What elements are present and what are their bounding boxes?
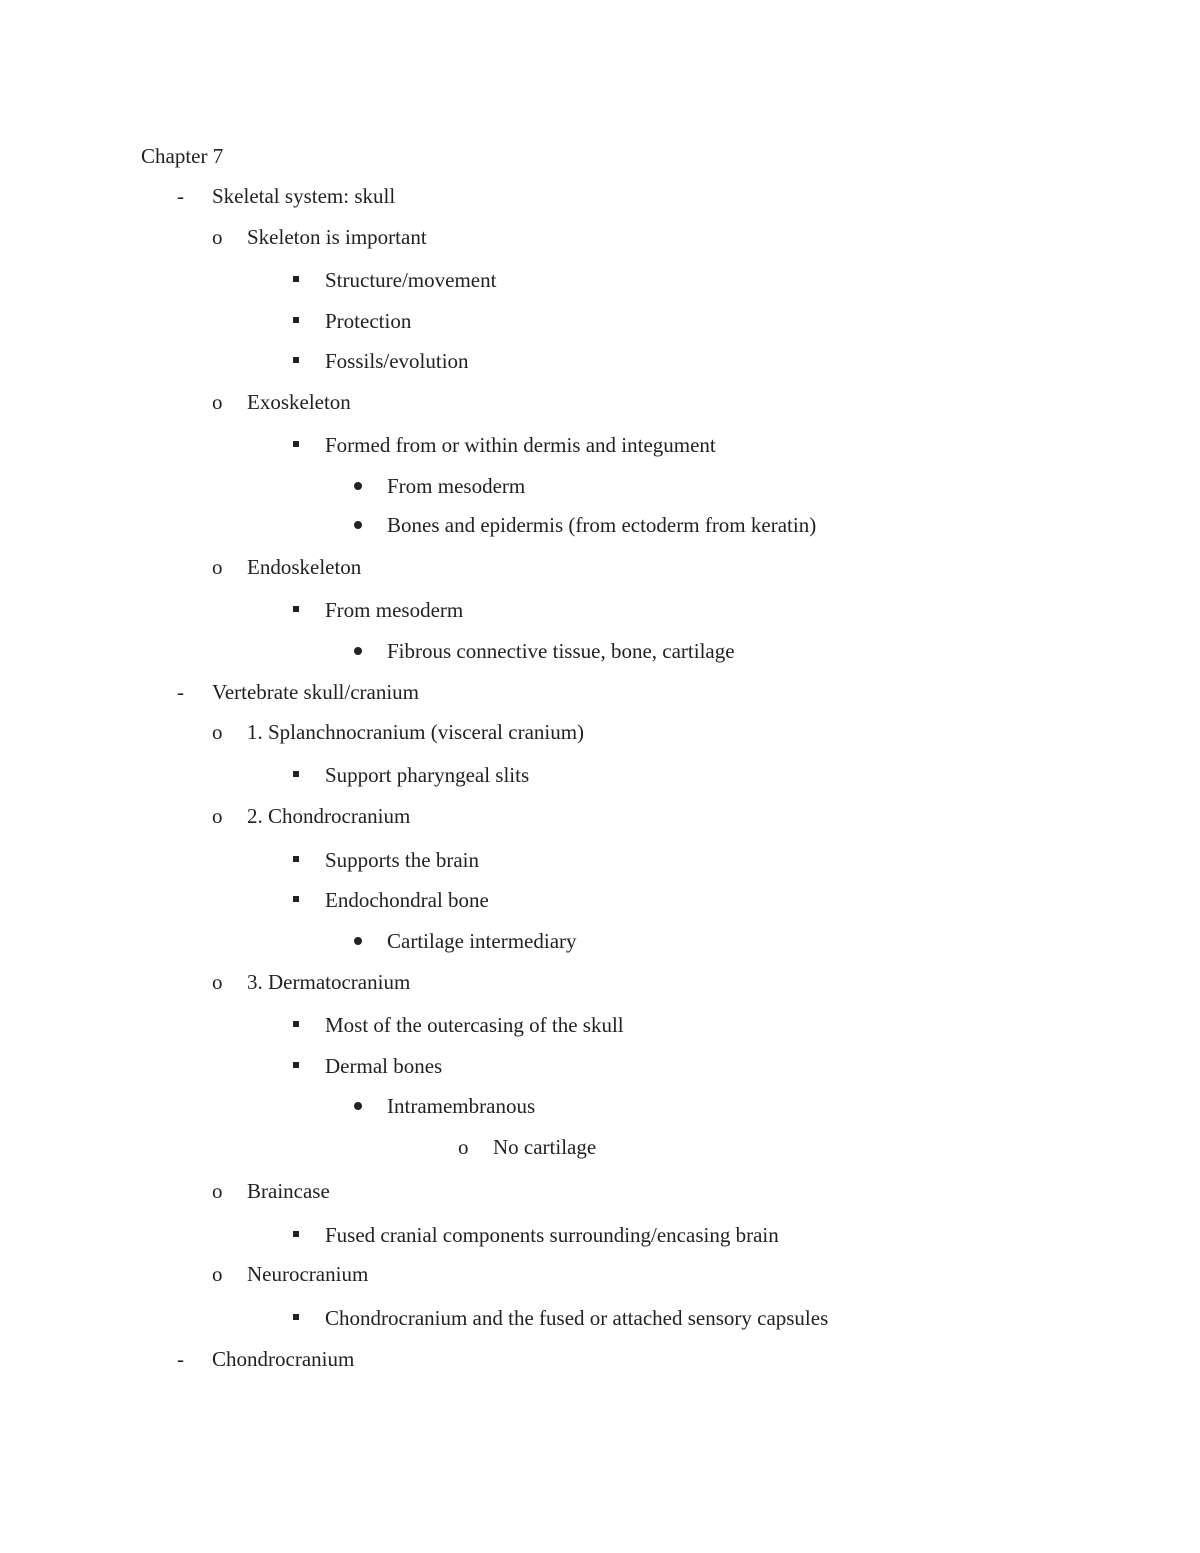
round-bullet-icon <box>354 482 362 490</box>
list-item: Structure/movement <box>325 268 497 292</box>
list-item: Most of the outercasing of the skull <box>325 1013 624 1037</box>
list-item: Fossils/evolution <box>325 349 469 373</box>
list-item: Exoskeleton <box>247 390 351 414</box>
circle-bullet: o <box>212 225 223 249</box>
square-bullet-icon <box>293 276 299 282</box>
square-bullet-icon <box>293 1231 299 1237</box>
list-item: Fibrous connective tissue, bone, cartilage <box>387 639 735 663</box>
circle-bullet: o <box>458 1135 469 1159</box>
square-bullet-icon <box>293 1062 299 1068</box>
list-item: Vertebrate skull/cranium <box>212 680 420 704</box>
list-item: Supports the brain <box>325 848 479 872</box>
list-item: Support pharyngeal slits <box>325 763 530 787</box>
circle-bullet: o <box>212 1179 223 1203</box>
square-bullet-icon <box>293 317 299 323</box>
round-bullet-icon <box>354 937 362 945</box>
round-bullet-icon <box>354 647 362 655</box>
list-item: Cartilage intermediary <box>387 929 577 953</box>
list-item: Protection <box>325 309 412 333</box>
circle-bullet: o <box>212 1262 223 1286</box>
dash-bullet: - <box>177 184 184 208</box>
list-item: Bones and epidermis (from ectoderm from keratin) <box>387 513 817 537</box>
square-bullet-icon <box>293 1314 299 1320</box>
list-item: Braincase <box>247 1179 330 1203</box>
list-item: No cartilage <box>493 1135 597 1159</box>
list-item: Intramembranous <box>387 1094 536 1118</box>
round-bullet-icon <box>354 521 362 529</box>
list-item: 1. Splanchnocranium (visceral cranium) <box>247 720 585 744</box>
list-item: From mesoderm <box>325 598 464 622</box>
list-item: Fused cranial components surrounding/encasing brain <box>325 1223 779 1247</box>
circle-bullet: o <box>212 720 223 744</box>
square-bullet-icon <box>293 896 299 902</box>
list-item: From mesoderm <box>387 474 526 498</box>
dash-bullet: - <box>177 680 184 704</box>
square-bullet-icon <box>293 441 299 447</box>
document-title: Chapter 7 <box>141 144 224 168</box>
circle-bullet: o <box>212 970 223 994</box>
list-item: Chondrocranium <box>212 1347 355 1371</box>
circle-bullet: o <box>212 804 223 828</box>
list-item: 2. Chondrocranium <box>247 804 411 828</box>
list-item: Endoskeleton <box>247 555 362 579</box>
dash-bullet: - <box>177 1347 184 1371</box>
circle-bullet: o <box>212 390 223 414</box>
list-item: Neurocranium <box>247 1262 369 1286</box>
circle-bullet: o <box>212 555 223 579</box>
square-bullet-icon <box>293 606 299 612</box>
list-item: 3. Dermatocranium <box>247 970 411 994</box>
round-bullet-icon <box>354 1102 362 1110</box>
list-item: Skeletal system: skull <box>212 184 396 208</box>
list-item: Chondrocranium and the fused or attached sensory capsules <box>325 1306 829 1330</box>
list-item: Formed from or within dermis and integument <box>325 433 716 457</box>
square-bullet-icon <box>293 357 299 363</box>
list-item: Endochondral bone <box>325 888 489 912</box>
square-bullet-icon <box>293 856 299 862</box>
square-bullet-icon <box>293 1021 299 1027</box>
list-item: Skeleton is important <box>247 225 427 249</box>
square-bullet-icon <box>293 771 299 777</box>
list-item: Dermal bones <box>325 1054 443 1078</box>
